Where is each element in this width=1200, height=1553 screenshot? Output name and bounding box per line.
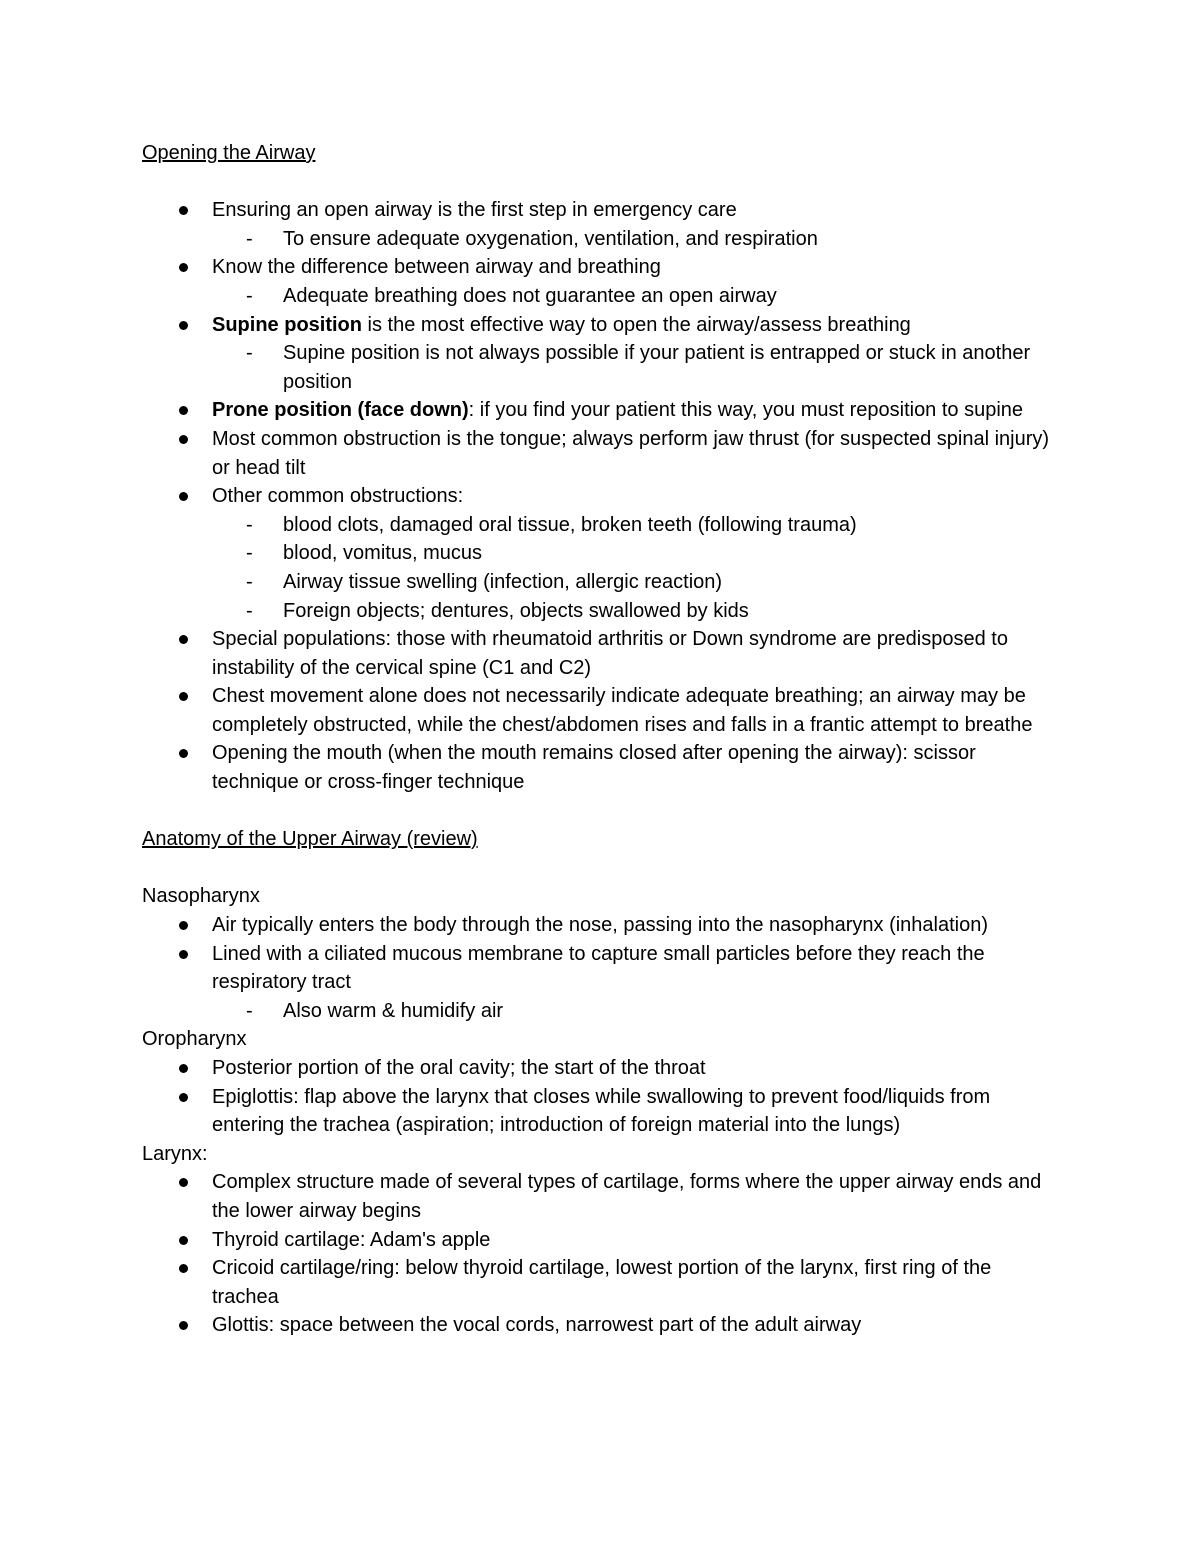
list-item: Most common obstruction is the tongue; always perform jaw thrust (for suspected spinal injury) or head tilt (142, 425, 1062, 482)
bullet-icon (179, 406, 188, 415)
list-item: Cricoid cartilage/ring: below thyroid cartilage, lowest portion of the larynx, first ring of the trachea (142, 1254, 1062, 1311)
dash-icon: - (246, 513, 253, 536)
bullet-icon (179, 263, 188, 272)
bullet-icon (179, 321, 188, 330)
dash-icon: - (246, 227, 253, 250)
dash-icon: - (246, 999, 253, 1022)
list-item: Other common obstructions: (142, 482, 1062, 511)
list-item: Lined with a ciliated mucous membrane to capture small particles before they reach the respiratory tract (142, 940, 1062, 997)
bullet-icon (179, 749, 188, 758)
bullet-icon (179, 1321, 188, 1330)
sub-list-item: - Also warm & humidify air (142, 997, 1062, 1026)
sub-list-item: - Supine position is not always possible if your patient is entrapped or stuck in another position (142, 339, 1062, 396)
list-item: Air typically enters the body through the nose, passing into the nasopharynx (inhalation) (142, 911, 1062, 940)
bullet-icon (179, 1093, 188, 1102)
list-item: Posterior portion of the oral cavity; the start of the throat (142, 1054, 1062, 1083)
list-item: Glottis: space between the vocal cords, narrowest part of the adult airway (142, 1311, 1062, 1340)
sub-list-item: - blood clots, damaged oral tissue, broken teeth (following trauma) (142, 511, 1062, 540)
bullet-icon (179, 492, 188, 501)
bullet-icon (179, 1064, 188, 1073)
bullet-icon (179, 692, 188, 701)
bold-term: Supine position (212, 313, 362, 336)
section-heading-opening-airway: Opening the Airway (142, 142, 316, 164)
sub-list-item: - Foreign objects; dentures, objects swallowed by kids (142, 597, 1062, 626)
sub-list-item: - To ensure adequate oxygenation, ventilation, and respiration (142, 225, 1062, 254)
document-page (142, 139, 1062, 1340)
bullet-icon (179, 1264, 188, 1273)
subheading-oropharynx: Oropharynx (142, 1028, 247, 1051)
list-item: Supine position is the most effective way to open the airway/assess breathing (142, 311, 1062, 340)
bullet-icon (179, 435, 188, 444)
bullet-icon (179, 1178, 188, 1187)
subheading-larynx: Larynx: (142, 1142, 208, 1165)
list-item: Know the difference between airway and breathing (142, 253, 1062, 282)
list-item: Ensuring an open airway is the first step in emergency care (142, 196, 1062, 225)
sub-list-item: - blood, vomitus, mucus (142, 539, 1062, 568)
dash-icon: - (246, 342, 253, 365)
sub-list-item: - Adequate breathing does not guarantee an open airway (142, 282, 1062, 311)
list-item: Complex structure made of several types of cartilage, forms where the upper airway ends and the lower airway begins (142, 1168, 1062, 1225)
list-item: Chest movement alone does not necessarily indicate adequate breathing; an airway may be completely obstructed, while the chest/abdomen rises and falls in a frantic attempt to breathe (142, 682, 1062, 739)
dash-icon: - (246, 599, 253, 622)
bullet-icon (179, 921, 188, 930)
subheading-nasopharynx: Nasopharynx (142, 885, 260, 908)
dash-icon: - (246, 542, 253, 565)
bullet-icon (179, 950, 188, 959)
bullet-icon (179, 635, 188, 644)
bullet-icon (179, 206, 188, 215)
dash-icon: - (246, 284, 253, 307)
list-item: Special populations: those with rheumatoid arthritis or Down syndrome are predisposed to instability of the cervical spine (C1 and C2) (142, 625, 1062, 682)
list-item: Opening the mouth (when the mouth remains closed after opening the airway): scissor technique or cross-finger technique (142, 739, 1062, 796)
list-item: Epiglottis: flap above the larynx that closes while swallowing to prevent food/liquids from entering the trachea (aspiration; introduction of foreign material into the lungs) (142, 1083, 1062, 1140)
dash-icon: - (246, 570, 253, 593)
sub-list-item: - Airway tissue swelling (infection, allergic reaction) (142, 568, 1062, 597)
bold-term: Prone position (face down) (212, 399, 469, 422)
bullet-icon (179, 1236, 188, 1245)
list-item: Prone position (face down): if you find your patient this way, you must reposition to supine (142, 396, 1062, 425)
list-item: Thyroid cartilage: Adam's apple (142, 1226, 1062, 1255)
section-heading-anatomy: Anatomy of the Upper Airway (review) (142, 828, 478, 851)
